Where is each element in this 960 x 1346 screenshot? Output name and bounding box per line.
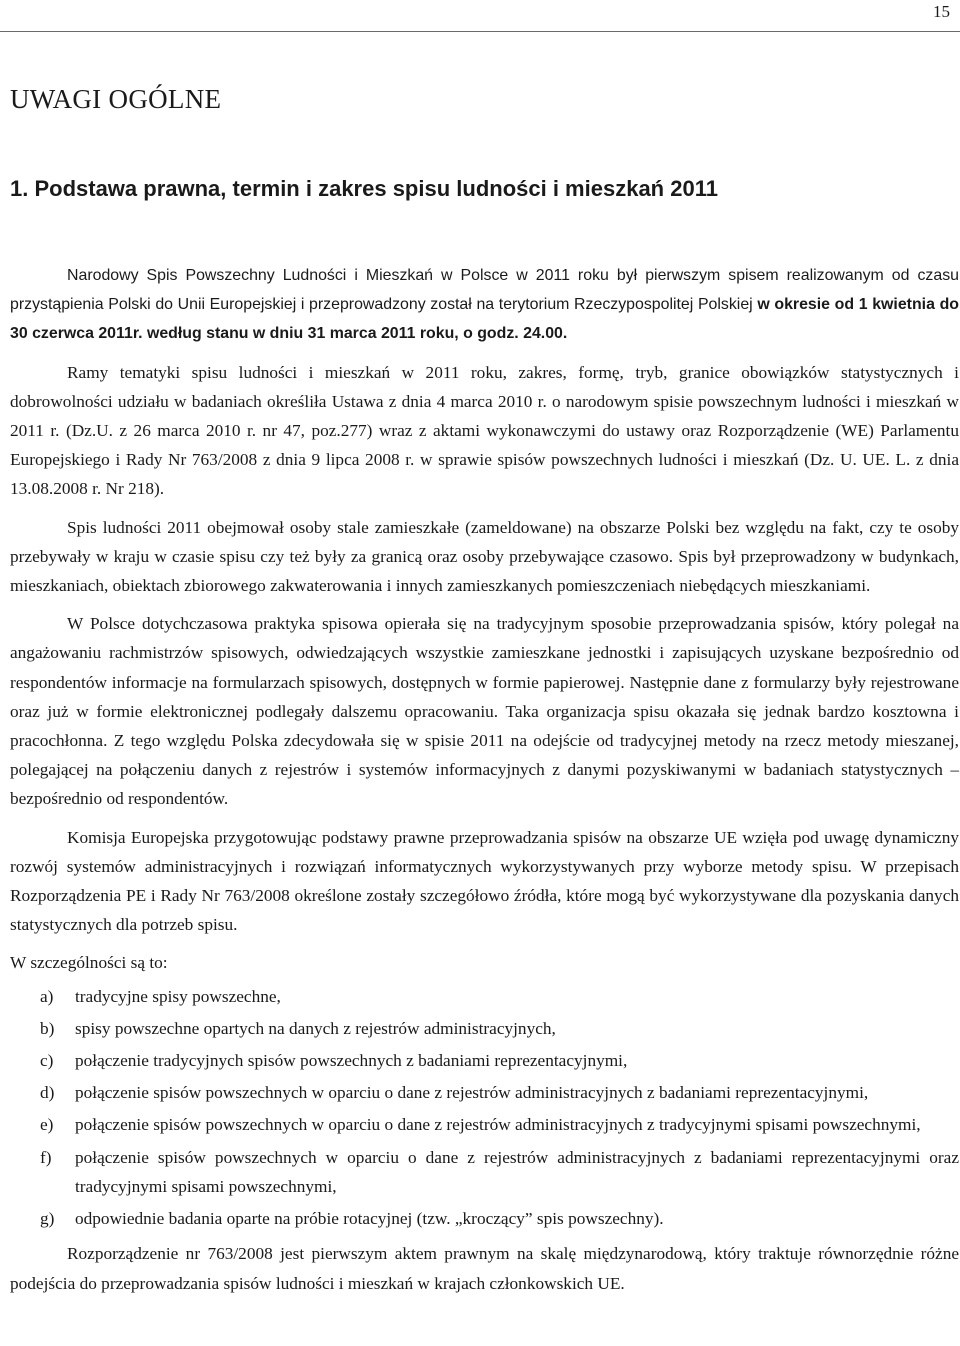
paragraph-legal-basis: Ramy tematyki spisu ludności i mieszkań w 2011 roku, zakres, formę, tryb, granice obowiązków statystycznych i dobrowolności udziału w badaniach określiła Ustawa z dnia 4 marca 2010 r. o narodowym spisie powszechnym ludności i mieszkań w 2011 r. (Dz.U. z 26 marca 2010 r. nr 47, poz.277) wraz z aktami wykonawczymi do ustawy oraz Rozporządzenie (WE) Parlamentu Europejskiego i Rady Nr 763/2008 z dnia 9 lipca 2008 r. w sprawie spisów powszechnych ludności i mieszkań (Dz. U. UE. L. z dnia 13.08.2008 r. Nr 218). xyxy=(10,362,959,499)
list-item-text: połączenie spisów powszechnych w oparciu o dane z rejestrów administracyjnych z badaniami reprezentacyjnymi, xyxy=(75,1083,869,1103)
paragraph-commission: Komisja Europejska przygotowując podstawy prawne przeprowadzania spisów na obszarze UE wzięła pod uwagę dynamiczny rozwój systemów administracyjnych i rozwiązań informatycznych wykorzystywanych przy wyborze metody spisu. W przepisach Rozporządzenia PE i Rady Nr 763/2008 określone zostały szczegółowo źródła, które mogą być wykorzystywane dla pozyskania danych statystycznych dla potrzeb spisu. xyxy=(10,827,959,935)
page-number: 15 xyxy=(933,2,950,21)
list-marker: b) xyxy=(40,1018,55,1038)
list-item-text: odpowiednie badania oparte na próbie rotacyjnej (tzw. „kroczący” spis powszechny). xyxy=(75,1209,664,1229)
list-marker: a) xyxy=(40,986,54,1006)
list-item xyxy=(40,1078,959,1107)
paragraph-list-lead: W szczególności są to: xyxy=(10,953,168,973)
list-item-text: połączenie spisów powszechnych w oparciu o dane z rejestrów administracyjnych z tradycyjnymi spisami powszechnymi, xyxy=(75,1115,921,1135)
page-title: UWAGI OGÓLNE xyxy=(10,84,222,114)
list-item xyxy=(40,1143,959,1201)
body-text xyxy=(10,261,959,1307)
list-marker: e) xyxy=(40,1115,54,1135)
paragraph-practice: W Polsce dotychczasowa praktyka spisowa opierała się na tradycyjnym sposobie przeprowadzania spisów, który polegał na angażowaniu rachmistrzów spisowych, odwiedzających wszystkie zamieszkane jednostki i zapisujących uzyskane bezpośrednio od respondentów informacje na formularzach spisowych, dostępnych w formie papierowej. Następnie dane z formularzy były rejestrowane oraz już w formie elektronicznej podlegały dalszemu opracowaniu. Taka organizacja spisu okazała się jednak bardzo kosztowna i pracochłonna. Z tego względu Polska zdecydowała się w spisie 2011 na odejście od tradycyjnej metody na rzecz metody mieszanej, polegającej na połączeniu danych z rejestrów i systemów informacyjnych z danymi pozyskiwanymi w badaniach statystycznych – bezpośrednio od respondentów. xyxy=(10,614,959,809)
list-item xyxy=(40,1046,959,1075)
list-marker: c) xyxy=(40,1051,54,1071)
paragraph-scope: Spis ludności 2011 obejmował osoby stale zamieszkałe (zameldowane) na obszarze Polski bez względu na fakt, czy te osoby przebywały w kraju w czasie spisu czy też były za granicą oraz osoby przebywające czasowo. Spis był przeprowadzony w budynkach, mieszkaniach, obiektach zbiorowego zakwaterowania i innych zamieszkanych pomieszczeniach niebędących mieszkaniami. xyxy=(10,517,959,596)
sources-list xyxy=(10,982,959,1234)
list-item xyxy=(40,1110,959,1139)
header-rule xyxy=(0,31,960,32)
list-item xyxy=(40,982,959,1011)
list-item-text: spisy powszechne opartych na danych z rejestrów administracyjnych, xyxy=(75,1018,556,1038)
paragraph-intro xyxy=(10,261,959,349)
list-item xyxy=(40,1204,959,1233)
paragraph-regulation: Rozporządzenie nr 763/2008 jest pierwszym aktem prawnym na skalę międzynarodową, który traktuje równorzędnie różne podejścia do przeprowadzania spisów ludności i mieszkań w krajach członkowskich UE. xyxy=(10,1244,959,1293)
list-marker: f) xyxy=(40,1147,52,1167)
intro-text: Narodowy Spis Powszechny Ludności i Mieszkań w Polsce w 2011 roku był pierwszym spisem realizowanym od czasu przystąpienia Polski do Unii Europejskiej i przeprowadzony został na terytorium Rzeczypospolitej Polskiej xyxy=(10,267,959,314)
list-item-text: połączenie spisów powszechnych w oparciu o dane z rejestrów administracyjnych z badaniami reprezentacyjnymi oraz tradycyjnymi spisami powszechnymi, xyxy=(75,1147,959,1196)
list-marker: d) xyxy=(40,1083,55,1103)
list-item xyxy=(40,1014,959,1043)
intro-bold-text: w okresie od 1 kwietnia do 30 czerwca 2011r. według stanu w dniu 31 marca 2011 roku, o godz. 24.00. xyxy=(10,296,959,343)
list-item-text: tradycyjne spisy powszechne, xyxy=(75,986,281,1006)
list-item-text: połączenie tradycyjnych spisów powszechnych z badaniami reprezentacyjnymi, xyxy=(75,1051,628,1071)
list-marker: g) xyxy=(40,1209,55,1229)
section-heading: 1. Podstawa prawna, termin i zakres spisu ludności i mieszkań 2011 xyxy=(10,176,718,201)
